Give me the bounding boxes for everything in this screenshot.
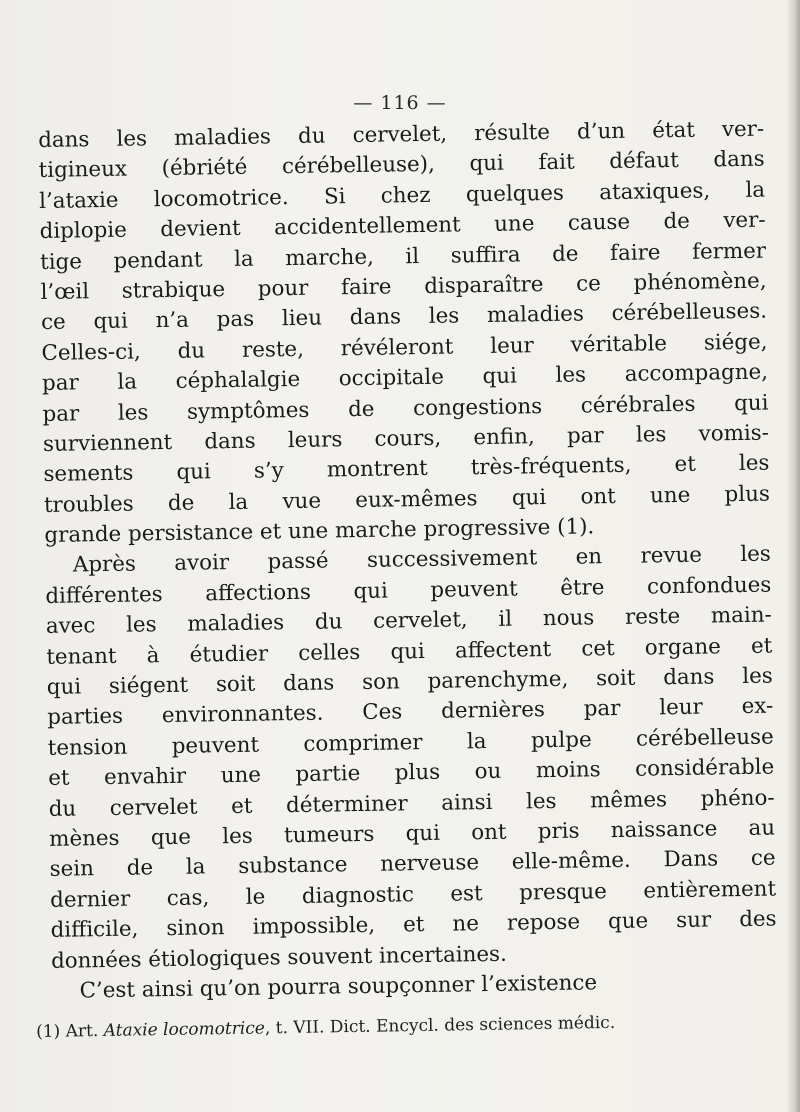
page-number: — 116 — <box>353 92 447 114</box>
text-line: tenant à étudier celles qui affectent cet organe et <box>46 633 773 670</box>
text-line: sements qui s’y montrent très-fréquents, et les <box>43 450 770 488</box>
paragraph-start-line: C’est ainsi qu’on pourra soupçonner l’existence <box>79 970 598 1004</box>
text-line: et envahir une partie plus ou moins considérable <box>48 754 775 792</box>
body-text <box>38 115 778 1008</box>
text-line: tension peuvent comprimer la pulpe cérébelleuse <box>47 724 774 761</box>
footnote-prefix: (1) Art. <box>36 1020 104 1042</box>
footnote <box>36 1010 776 1042</box>
text-line: parties environnantes. Ces dernières par leur ex- <box>47 693 774 731</box>
text-line: données étiologiques souvent incertaines. <box>50 941 508 974</box>
text-line: l’ataxie locomotrice. Si chez quelques ataxiques, la <box>38 177 766 214</box>
text-line: Celles-ci, du reste, révéleront leur véritable siége, <box>41 329 768 366</box>
text-line: avec les maladies du cervelet, il nous reste main- <box>45 602 772 640</box>
text-line: troubles de la vue eux-mêmes qui ont une plus <box>43 481 771 518</box>
text-line: dernier cas, le diagnostic est presque entièrement <box>49 876 777 913</box>
text-line: l’œil strabique pour faire disparaître ce phénomène, <box>40 268 767 305</box>
text-line: ce qui n’a pas lieu dans les maladies cérébelleuses. <box>40 298 768 336</box>
text-line: tige pendant la marche, il suffira de faire fermer <box>39 238 767 275</box>
text-line: qui siégent soit dans son parenchyme, soit dans les <box>46 663 773 700</box>
text-line: par la céphalalgie occipitale qui les accompagne, <box>41 359 769 397</box>
text-line: difficile, sinon impossible, et ne repose que sur des <box>50 906 777 944</box>
text-line: tigineux (ébriété cérébelleuse), qui fait défaut dans <box>38 146 765 184</box>
text-line: grande persistance et une marche progressive (1). <box>44 514 595 549</box>
text-line: du cervelet et déterminer ainsi les mêmes phéno- <box>48 785 775 822</box>
footnote-italic-title: Ataxie locomotrice <box>103 1018 266 1041</box>
text-line: mènes que les tumeurs qui ont pris naissance au <box>49 815 776 852</box>
page-edge-shadow <box>786 0 800 1112</box>
text-line: surviennent dans leurs cours, enfin, par les vomis- <box>42 420 770 457</box>
text-line: sein de la substance nerveuse elle-même. Dans ce <box>49 845 776 883</box>
text-line: par les symptômes de congestions cérébrales qui <box>42 390 769 427</box>
footnote-suffix: , t. VII. Dict. Encycl. des sciences médic. <box>264 1012 616 1039</box>
text-line: différentes affections qui peuvent être confondues <box>45 572 772 609</box>
text-line: diplopie devient accidentellement une cause de ver- <box>39 207 766 245</box>
paragraph-start-line: Après avoir passé successivement en revue les <box>72 542 772 578</box>
text-line: dans les maladies du cervelet, résulte d’un état ver- <box>38 116 765 153</box>
